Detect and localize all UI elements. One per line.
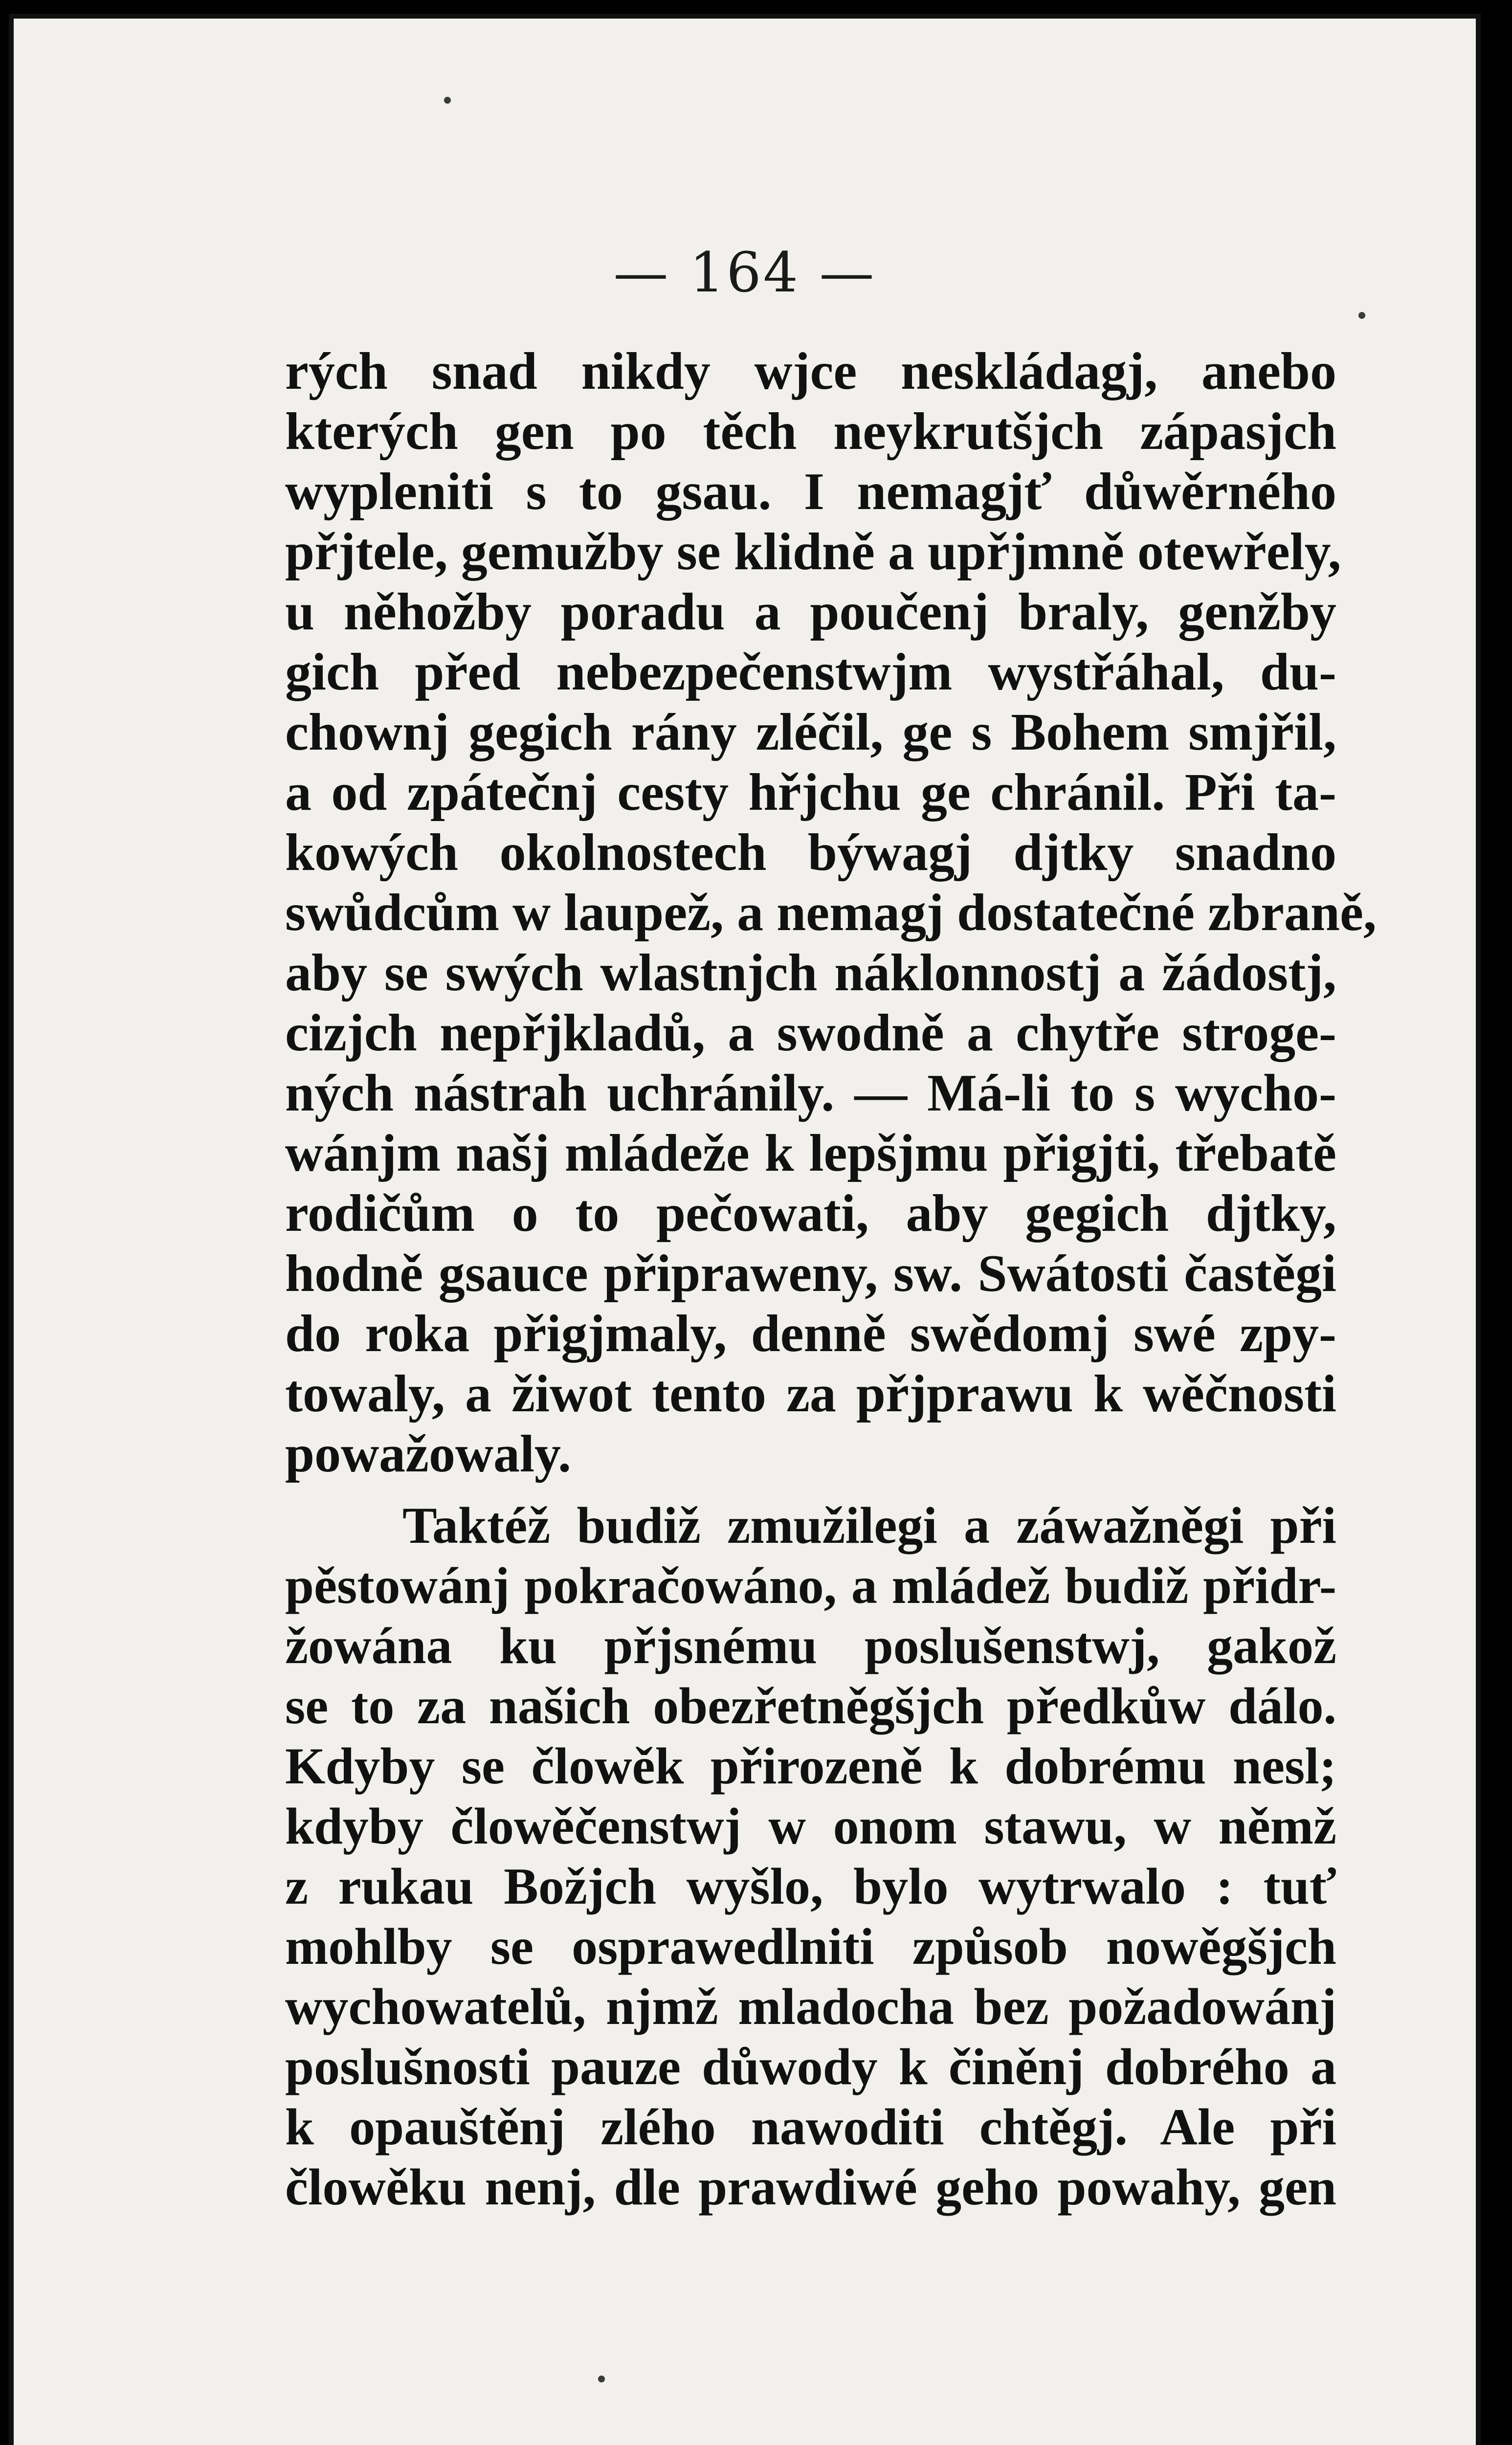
page-number: — 164 —: [613, 241, 876, 305]
text-line: Taktéž budiž zmužilegi a záwažněgi při: [402, 1497, 1336, 1554]
text-line: hodně gsauce připraweny, sw. Swátosti častěgi: [285, 1245, 1336, 1303]
text-line: kowých okolnostech býwagj djtky snadno: [285, 823, 1336, 882]
text-line: rých snad nikdy wjce neskládagj, anebo: [285, 342, 1336, 400]
text-line: kterých gen po těch neykrutšjch zápasjch: [285, 402, 1336, 461]
text-line: ných nástrah uchránily. — Má-li to s wycho-: [285, 1064, 1336, 1122]
text-line: pěstowánj pokračowáno, a mládež budiž přidr-: [285, 1557, 1336, 1614]
text-line: gich před nebezpečenstwjm wystřáhal, du-: [285, 643, 1336, 701]
text-line: aby se swých wlastnjch náklonnostj a žádostj,: [285, 944, 1336, 1002]
text-line: člowěku nenj, dle prawdiwé geho powahy, gen: [285, 2158, 1336, 2216]
text-line: cizjch nepřjkladů, a swodně a chytře stroge-: [285, 1004, 1336, 1062]
paper-speck: [444, 97, 451, 104]
text-line: žowána ku přjsnému poslušenstwj, gakož: [285, 1617, 1336, 1674]
text-line: a od zpátečnj cesty hřjchu ge chránil. Při ta-: [285, 763, 1336, 822]
text-line: přjtele, gemužby se klidně a upřjmně otewřely,: [285, 523, 1341, 581]
text-line: wychowatelů, njmž mladocha bez požadowánj: [285, 1978, 1336, 2035]
text-line: u něhožby poradu a poučenj braly, genžby: [285, 583, 1336, 641]
text-line: wánjm našj mládeže k lepšjmu přigjti, třebatě: [285, 1124, 1336, 1182]
text-line: wypleniti s to gsau. I nemagjť důwěrného: [285, 463, 1336, 521]
paragraph-1: [285, 341, 1377, 1484]
paper-speck: [1358, 312, 1365, 319]
text-line: swůdcům w laupež, a nemagj dostatečné zbraně,: [285, 884, 1377, 942]
text-line: se to za našich obezřetněgšjch předkůw dálo.: [285, 1677, 1336, 1734]
text-line: powažowaly.: [285, 1425, 572, 1483]
text-line: rodičům o to pečowati, aby gegich djtky,: [285, 1184, 1336, 1243]
text-line: poslušnosti pauze důwody k činěnj dobrého a: [285, 2038, 1336, 2095]
text-line: kdyby člowěčenstwj w onom stawu, w němž: [285, 1798, 1336, 1855]
text-line: mohlby se osprawedlniti způsob nowěgšjch: [285, 1918, 1336, 1975]
text-line: Kdyby se člowěk přirozeně k dobrému nesl;: [285, 1737, 1336, 1795]
text-line: k opauštěnj zlého nawoditi chtěgj. Ale při: [285, 2098, 1336, 2156]
text-line: chownj gegich rány zléčil, ge s Bohem smjřil,: [285, 703, 1336, 761]
text-line: towaly, a žiwot tento za přjprawu k wěčnosti: [285, 1365, 1336, 1423]
text-line: z rukau Božjch wyšlo, bylo wytrwalo : tuť: [285, 1858, 1336, 1915]
paragraph-2: [285, 1495, 1336, 2217]
text-line: do roka přigjmaly, denně swědomj swé zpy-: [285, 1305, 1336, 1363]
paper-speck: [598, 2376, 605, 2382]
book-page: [9, 14, 1481, 2445]
